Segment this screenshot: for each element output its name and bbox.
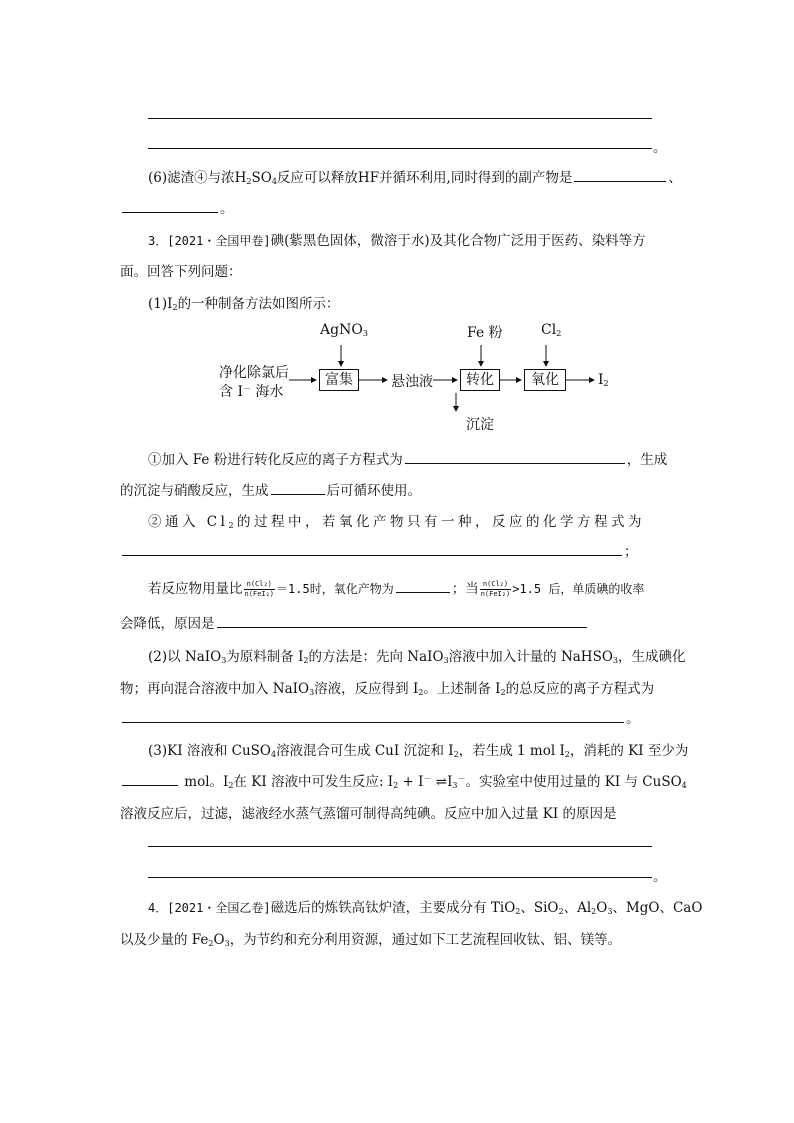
q3-part2: (2)以 NaIO$_3$为原料制备 $I_2$的方法是：先向 NaIO$_3$溶液中加入计量的 NaHSO$_3$，生成碘化 bbox=[148, 649, 686, 665]
q3-intro-line2: 面。回答下列问题： bbox=[120, 264, 242, 280]
reagent-agno3: AgNO$_3$ bbox=[320, 322, 368, 338]
q3-part2-line2: 物；再向混合溶液中加入 NaIO$_3$溶液，反应得到 $I_2$。上述制备 $I_2$的总反应的离子方程式为 bbox=[120, 681, 655, 697]
step-box-convert: 转化 bbox=[460, 369, 500, 391]
q3-sub1-line2: 的沉淀与硝酸反应，生成 后可循环使用。 bbox=[120, 483, 421, 499]
answer-blank[interactable] bbox=[122, 211, 218, 213]
q3-ratio-line2: 会降低，原因是 bbox=[120, 612, 589, 632]
ratio-fraction: $\frac{\text{n(Cl₂)}}{\text{n(FeI₂)}}$ bbox=[480, 580, 511, 598]
answer-line[interactable] bbox=[148, 148, 652, 149]
period: 。 bbox=[653, 869, 667, 885]
ratio-fraction: $\frac{\text{n(Cl₂)}}{\text{n(FeI₂)}}$ bbox=[244, 580, 275, 598]
q4-line2: 以及少量的 $Fe_2O_3$，为节约和充分利用资源，通过如下工艺流程回收钛、铝、镁等。 bbox=[120, 932, 622, 948]
reagent-cl2: $Cl_2$ bbox=[541, 322, 562, 338]
step-box-enrich: 富集 bbox=[319, 369, 359, 391]
q6-number: (6) bbox=[148, 170, 168, 186]
q3-part3-line3: 溶液反应后，过滤，滤液经水蒸气蒸馏可制得高纯碘。反应中加入过量 KI 的原因是 bbox=[120, 806, 617, 822]
answer-blank[interactable] bbox=[574, 180, 666, 182]
q3-part1: $(1)I_2$的一种制备方法如图所示： bbox=[148, 296, 340, 312]
q6-line2: 。 bbox=[120, 197, 234, 217]
q4-intro: 4．[2021・全国乙卷]磁选后的炼铁高钛炉渣，主要成分有 TiO$_2$、SiO$_2$、$Al_2O_3$、MgO、CaO bbox=[148, 900, 703, 916]
flow-input-line2: 含 I－ 海水 bbox=[219, 384, 284, 400]
question-number: 3．[2021・全国甲卷] bbox=[148, 234, 271, 248]
q3-sub2-line2: ； bbox=[120, 540, 638, 560]
answer-blank[interactable] bbox=[405, 462, 625, 464]
step-box-oxidize: 氧化 bbox=[524, 369, 566, 391]
flow-suspension: 悬浊液 bbox=[391, 374, 433, 390]
answer-blank[interactable] bbox=[122, 721, 624, 723]
answer-blank[interactable] bbox=[122, 554, 622, 556]
answer-blank[interactable] bbox=[271, 493, 325, 495]
flow-input-line1: 净化除氯后 bbox=[219, 365, 289, 381]
flow-product-i2: $I_2$ bbox=[598, 372, 609, 388]
answer-blank[interactable] bbox=[122, 784, 178, 786]
q3-intro: 3．[2021・全国甲卷]碘(紫黑色固体，微溶于水)及其化合物广泛用于医药、染料等方 bbox=[148, 233, 646, 249]
q6-line: (6)滤渣④与浓$H_2SO_4$反应可以释放HF并循环利用,同时得到的副产物是 、 bbox=[148, 170, 682, 186]
question-number: 4．[2021・全国乙卷] bbox=[148, 901, 271, 915]
answer-blank[interactable] bbox=[217, 626, 587, 628]
period: 。 bbox=[653, 140, 667, 156]
q3-part3: (3)KI 溶液和 CuSO$_4$溶液混合可生成 CuI 沉淀和 $I_2$，若生成 1 mol $I_2$，消耗的 KI 至少为 bbox=[148, 743, 689, 759]
answer-line[interactable] bbox=[148, 877, 652, 878]
answer-line[interactable] bbox=[148, 118, 652, 119]
q3-part2-line3: 。 bbox=[120, 707, 640, 727]
answer-blank[interactable] bbox=[396, 591, 450, 593]
flow-precipitate: 沉淀 bbox=[466, 417, 494, 433]
reagent-fe: Fe 粉 bbox=[467, 325, 503, 341]
q3-part3-line2: mol。$I_2$在 KI 溶液中可发生反应: $I_2 + I^-$ $\rightleftharpoons I_3^-$。实验室中使用过量的 KI 与 CuSO$_4$ bbox=[120, 770, 687, 790]
q3-ratio-line: 若反应物用量比 $\frac{\text{n(Cl₂)}}{\text{n(FeI₂)}}$ ＝1.5时，氧化产物为 ；当 $\frac{\text{n(Cl₂)}}{\text{n(FeI₂)}}$ >1.5 后，单质碘的收率 bbox=[148, 580, 645, 598]
q3-sub1: ①加入 Fe 粉进行转化反应的离子方程式为 ，生成 bbox=[148, 452, 668, 468]
q3-sub2: ②通入 $Cl_2$的过程中，若氧化产物只有一种，反应的化学方程式为 bbox=[148, 514, 646, 530]
answer-line[interactable] bbox=[148, 846, 652, 847]
